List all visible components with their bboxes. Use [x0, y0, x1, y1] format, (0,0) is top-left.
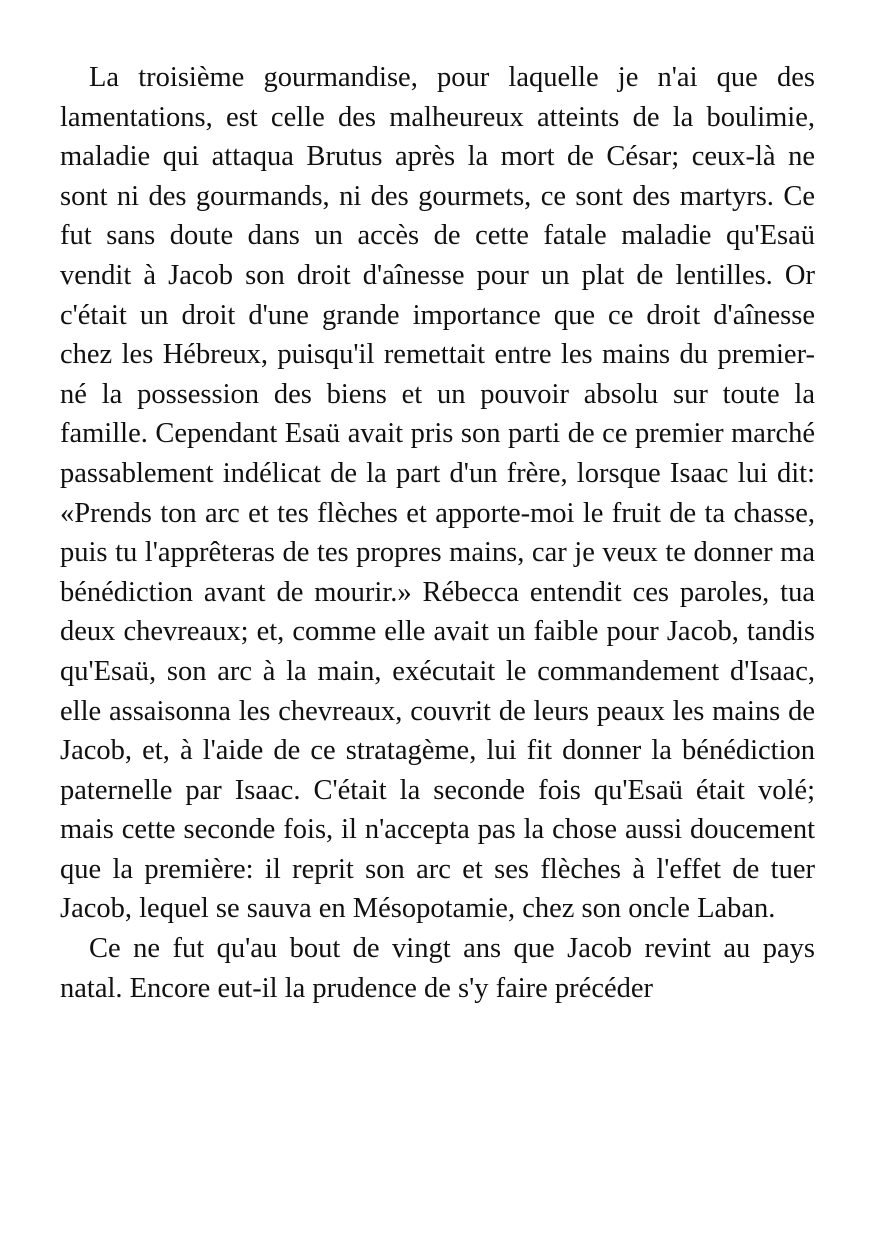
- paragraph-1: La troisième gourmandise, pour laquelle je n'ai que des lamentations, est celle des malheureux atteints de la boulimie, maladie qui attaqua Brutus après la mort de César; ceux-là ne sont ni des gourmands, ni des gourmets, ce sont des martyrs. Ce fut sans doute dans un accès de cette fatale maladie qu'Esaü vendit à Jacob son droit d'aînesse pour un plat de lentilles. Or c'était un droit d'une grande importance que ce droit d'aînesse chez les Hébreux, puisqu'il remettait entre les mains du premier-né la possession des biens et un pouvoir absolu sur toute la famille. Cependant Esaü avait pris son parti de ce premier marché passablement indélicat de la part d'un frère, lorsque Isaac lui dit: «Prends ton arc et tes flèches et apporte-moi le fruit de ta chasse, puis tu l'apprêteras de tes propres mains, car je veux te donner ma bénédiction avant de mourir.» Rébecca entendit ces paroles, tua deux chevreaux; et, comme elle avait un faible pour Jacob, tandis qu'Esaü, son arc à la main, exécutait le commandement d'Isaac, elle assaisonna les chevreaux, couvrit de leurs peaux les mains de Jacob, et, à l'aide de ce stratagème, lui fit donner la bénédiction paternelle par Isaac. C'était la seconde fois qu'Esaü était volé; mais cette seconde fois, il n'accepta pas la chose aussi doucement que la première: il reprit son arc et ses flèches à l'effet de tuer Jacob, lequel se sauva en Mésopotamie, chez son oncle Laban.: [60, 62, 815, 925]
- page-text: [60, 58, 815, 1008]
- paragraph-2: Ce ne fut qu'au bout de vingt ans que Jacob revint au pays natal. Encore eut-il la prudence de s'y faire précéder: [60, 933, 815, 1004]
